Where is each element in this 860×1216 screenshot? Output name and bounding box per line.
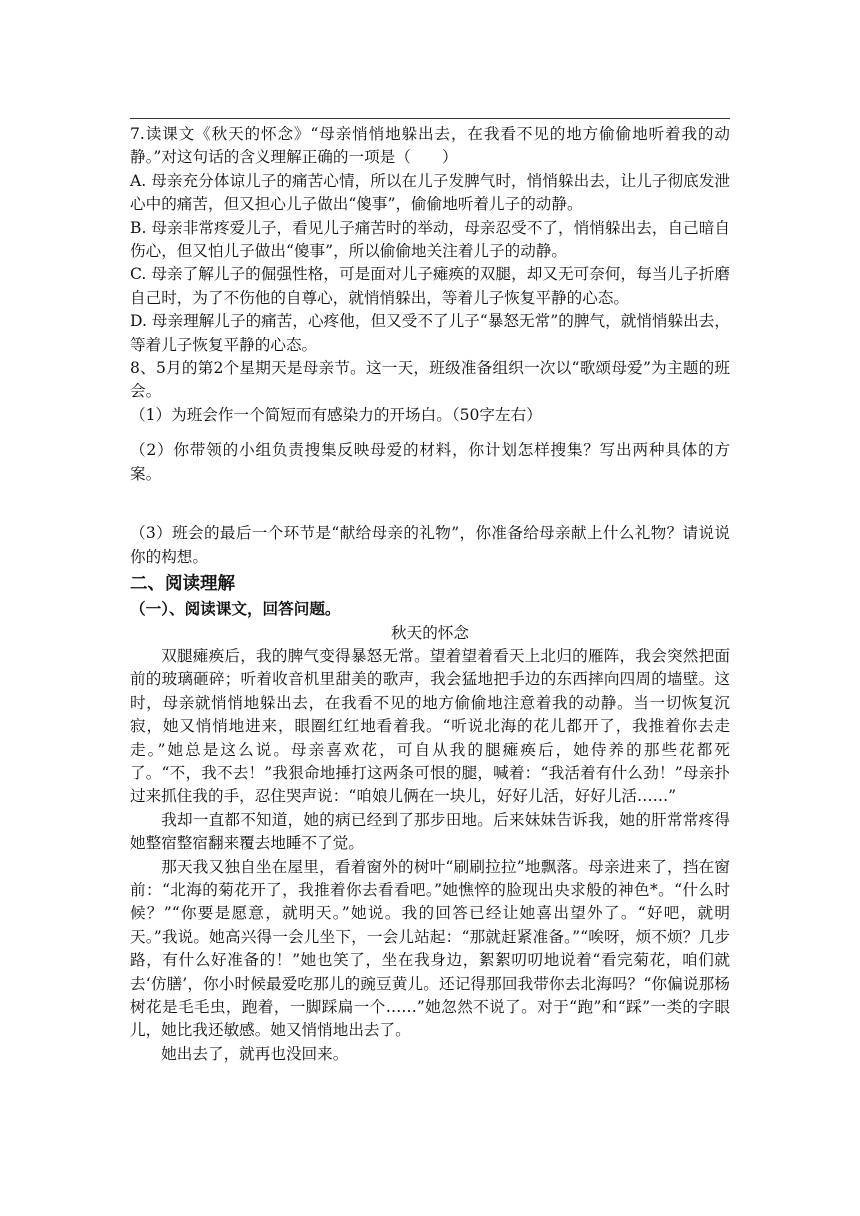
section-heading: 二、阅读理解 bbox=[130, 573, 235, 594]
passage-paragraph: 我却一直都不知道，她的病已经到了那步田地。后来妹妹告诉我，她的肝常常疼得她整宿整宿翻来覆去地睡不了觉。 bbox=[130, 810, 730, 853]
q7-option-c: C. 母亲了解儿子的倔强性格，可是面对儿子瘫痪的双腿，却又无可奈何，每当儿子折磨自己时，为了不伤他的自尊心，就悄悄躲出，等着儿子恢复平静的心态。 bbox=[130, 265, 730, 307]
passage-title: 秋天的怀念 bbox=[391, 623, 469, 642]
answer-space bbox=[130, 427, 730, 439]
passage-paragraph: 她出去了，就再也没回来。 bbox=[161, 1044, 349, 1063]
q7-option-a: A. 母亲充分体谅儿子的痛苦心情，所以在儿子发脾气时，悄悄躲出去，让儿子彻底发泄心中的痛苦，但又担心儿子做出“傻事”，偷偷地听着儿子的动静。 bbox=[130, 171, 730, 214]
q7-stem: 7.读课文《秋天的怀念》“母亲悄悄地躲出去，在我看不见的地方偷偷地听着我的动静。”对这句话的含义理解正确的一项是（ ） bbox=[130, 125, 730, 167]
passage-paragraph: 那天我又独自坐在屋里，看着窗外的树叶“刷刷拉拉”地飘落。母亲进来了，挡在窗前：“北海的菊花开了，我推着你去看看吧。”她憔悴的脸现出央求般的神色*。“什么时候？”“你要是愿意，就明天。”她说。我的回答已经让她喜出望外了。“好吧，就明天。”我说。她高兴得一会儿坐下，一会儿站起：“那就赶紧准备。”“唉呀，烦不烦？几步路，有什么好准备的！”她也笑了，坐在我身边，絮絮叨叨地说着“看完菊花，咱们就去‘仿膳’，你小时候最爱吃那儿的豌豆黄儿。还记得那回我带你去北海吗？“你偏说那杨树花是毛毛虫，跑着，一脚踩扁一个……”她忽然不说了。对于“跑”和“踩”一类的字眼儿，她比我还敏感。她又悄悄地出去了。 bbox=[130, 857, 730, 1040]
header-rule bbox=[130, 118, 730, 119]
q8-sub1: （1）为班会作一个简短而有感染力的开场白。（50字左右） bbox=[130, 405, 542, 424]
passage-paragraph: 双腿瘫痪后，我的脾气变得暴怒无常。望着望着看天上北归的雁阵，我会突然把面前的玻璃砸碎；听着收音机里甜美的歌声，我会猛地把手边的东西摔向四周的墙壁。这时，母亲就悄悄地躲出去，在我看不见的地方偷偷地注意着我的动静。当一切恢复沉寂，她又悄悄地进来，眼圈红红地看着我。“听说北海的花儿都开了，我推着你去走走。”她总是这么说。母亲喜欢花，可自从我的腿瘫痪后，她侍养的那些花都死了。“不，我不去！”我狠命地捶打这两条可恨的腿，喊着：“我活着有什么劲！”母亲扑过来抓住我的手，忍住哭声说：“咱娘儿俩在一块儿，好好儿活，好好儿活……” bbox=[130, 646, 730, 806]
document-page bbox=[130, 118, 730, 1066]
q8-sub3: （3）班会的最后一个环节是“献给母亲的礼物”，你准备给母亲献上什么礼物？请说说你的构想。 bbox=[130, 524, 730, 566]
sub-heading: （一）、阅读课文，回答问题。 bbox=[130, 599, 341, 618]
q7-option-b: B. 母亲非常疼爱儿子，看见儿子痛苦时的举动，母亲忍受不了，悄悄躲出去，自己暗自伤心，但又怕儿子做出“傻事”，所以偷偷地关注着儿子的动静。 bbox=[130, 218, 730, 261]
answer-space bbox=[130, 486, 730, 522]
q7-option-d: D. 母亲理解儿子的痛苦，心疼他，但又受不了儿子“暴怒无常”的脾气，就悄悄躲出去，等着儿子恢复平静的心态。 bbox=[130, 312, 730, 354]
q8-stem: 8、5月的第2个星期天是母亲节。这一天，班级准备组织一次以“歌颂母爱”为主题的班会。 bbox=[130, 359, 730, 401]
q8-sub2: （2）你带领的小组负责搜集反映母爱的材料，你计划怎样搜集？写出两种具体的方案。 bbox=[130, 441, 730, 483]
